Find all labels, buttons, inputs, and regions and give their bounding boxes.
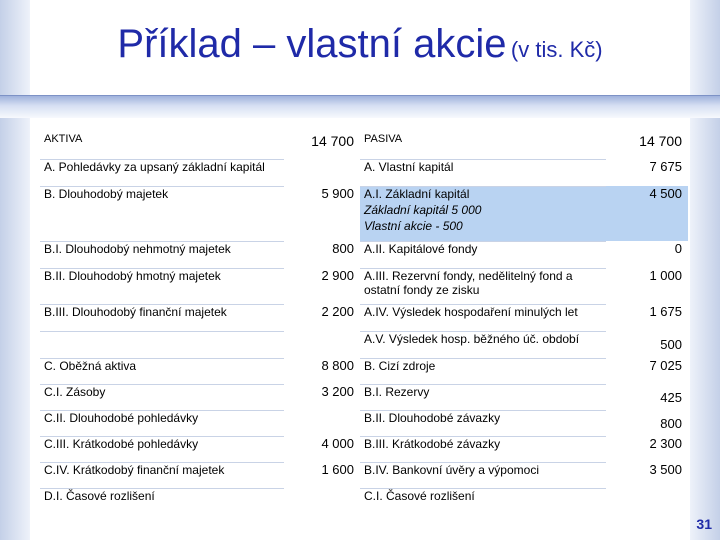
table-row — [40, 133, 688, 159]
liabilities-label: B.IV. Bankovní úvěry a výpomoci — [360, 462, 606, 488]
assets-value: 2 200 — [321, 304, 354, 319]
table-row — [40, 331, 688, 358]
own-shares-detail: Vlastní akcie - 500 — [364, 218, 463, 233]
liabilities-value — [606, 488, 688, 514]
assets-value: 5 900 — [321, 186, 354, 201]
liabilities-label: B.II. Dlouhodobé závazky — [360, 410, 606, 436]
assets-label: D.I. Časové rozlišení — [40, 488, 284, 514]
liabilities-value: 1 675 — [649, 304, 682, 319]
table-row — [40, 410, 688, 436]
share-capital-cell — [360, 186, 606, 241]
liabilities-label: A.III. Rezervní fondy, nedělitelný fond a ostatní fondy ze zisku — [360, 268, 606, 304]
liabilities-value: 500 — [660, 337, 682, 352]
left-decoration — [0, 0, 30, 540]
share-capital-label: A.I. Základní kapitál — [364, 186, 470, 201]
assets-label — [40, 331, 284, 358]
assets-label: C.II. Dlouhodobé pohledávky — [40, 410, 284, 436]
assets-label: B. Dlouhodobý majetek — [40, 186, 284, 241]
assets-label: C.I. Zásoby — [40, 384, 284, 410]
liabilities-value: 425 — [660, 390, 682, 405]
table-row — [40, 304, 688, 331]
liabilities-label: B. Cizí zdroje — [360, 358, 606, 384]
table-row — [40, 384, 688, 410]
assets-label: B.I. Dlouhodobý nehmotný majetek — [40, 241, 284, 268]
table-row — [40, 462, 688, 488]
liabilities-value: 7 025 — [649, 358, 682, 373]
liabilities-value: 4 500 — [606, 186, 688, 241]
liabilities-label: B.I. Rezervy — [360, 384, 606, 410]
page-number: 31 — [696, 516, 712, 532]
table-row — [40, 186, 688, 241]
liabilities-value: 7 675 — [649, 159, 682, 174]
assets-value: 4 000 — [321, 436, 354, 451]
assets-value: 8 800 — [321, 358, 354, 373]
assets-label: A. Pohledávky za upsaný základní kapitál — [40, 159, 284, 186]
assets-value — [284, 488, 360, 514]
liabilities-label: PASIVA — [360, 133, 606, 159]
assets-value: 1 600 — [321, 462, 354, 477]
liabilities-label: C.I. Časové rozlišení — [360, 488, 606, 514]
liabilities-value: 0 — [674, 241, 682, 256]
table-row — [40, 358, 688, 384]
liabilities-value: 800 — [660, 416, 682, 431]
table-row — [40, 436, 688, 462]
assets-label: C.III. Krátkodobé pohledávky — [40, 436, 284, 462]
assets-label: B.III. Dlouhodobý finanční majetek — [40, 304, 284, 331]
liabilities-label: A. Vlastní kapitál — [360, 159, 606, 186]
liabilities-value: 1 000 — [649, 268, 682, 283]
assets-label: C. Oběžná aktiva — [40, 358, 284, 384]
liabilities-value: 14 700 — [639, 133, 682, 149]
table-row — [40, 241, 688, 268]
assets-value: 2 900 — [321, 268, 354, 283]
assets-value: 800 — [332, 241, 354, 256]
table-row — [40, 159, 688, 186]
right-decoration — [690, 0, 720, 540]
title-subtitle: (v tis. Kč) — [510, 37, 603, 62]
share-capital-detail: Základní kapitál 5 000 — [364, 202, 482, 217]
title-main: Příklad – vlastní akcie — [117, 22, 507, 66]
liabilities-label: A.V. Výsledek hosp. běžného úč. období — [360, 331, 606, 358]
balance-sheet-table — [40, 133, 688, 514]
assets-value — [284, 410, 360, 436]
assets-value: 3 200 — [321, 384, 354, 399]
title-band — [0, 96, 720, 118]
assets-value — [284, 159, 360, 186]
assets-label: AKTIVA — [40, 133, 284, 159]
liabilities-label: B.III. Krátkodobé závazky — [360, 436, 606, 462]
table-row — [40, 268, 688, 304]
liabilities-value: 3 500 — [649, 462, 682, 477]
assets-value — [284, 331, 360, 358]
assets-value: 14 700 — [311, 133, 354, 149]
assets-label: B.II. Dlouhodobý hmotný majetek — [40, 268, 284, 304]
slide-title — [0, 22, 720, 67]
liabilities-value: 2 300 — [649, 436, 682, 451]
liabilities-label: A.IV. Výsledek hospodaření minulých let — [360, 304, 606, 331]
table-row — [40, 488, 688, 514]
assets-label: C.IV. Krátkodobý finanční majetek — [40, 462, 284, 488]
liabilities-label: A.II. Kapitálové fondy — [360, 241, 606, 268]
